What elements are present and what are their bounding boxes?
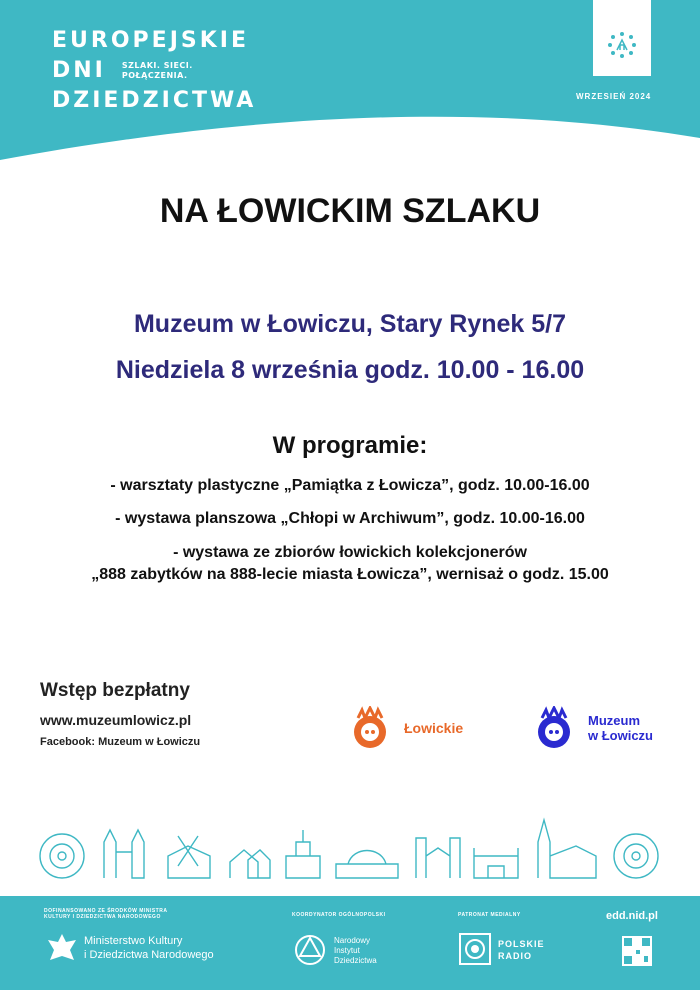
domed-building-icon [336, 851, 398, 879]
windmill-icon [168, 836, 210, 878]
program-list [0, 476, 700, 586]
program-item: - wystawa ze zbiorów łowickich kolekcjonerów [173, 544, 527, 561]
header-banner [0, 0, 700, 165]
cathedral-icon [416, 838, 460, 878]
free-entry: Wstęp bezpłatny [40, 680, 190, 701]
brand-line2: DNI [52, 58, 106, 83]
nid-name: Narodowy Instytut Dziedzictwa [334, 936, 377, 965]
tagline: SZLAKI. SIECI. POŁĄCZENIA. [121, 61, 193, 80]
event-date: Niedziela 8 września godz. 10.00 - 16.00 [115, 356, 585, 384]
coordinator-label: KOORDYNATOR OGÓLNOPOLSKI [292, 912, 386, 918]
house-icon [230, 850, 270, 878]
venue: Muzeum w Łowiczu, Stary Rynek 5/7 [133, 310, 567, 338]
qr-icon [622, 936, 652, 966]
brand-line1: EUROPEJSKIE [52, 28, 249, 53]
footer [0, 896, 700, 990]
ministry-name: Ministerstwo Kultury i Dziedzictwa Narodowego [84, 935, 214, 961]
qr-code[interactable] [622, 936, 652, 966]
program-item: - wystawa planszowa „Chłopi w Archiwum”, godz. 10.00-16.00 [115, 510, 585, 527]
website-link[interactable]: www.muzeumlowicz.pl [40, 712, 192, 728]
patron-label: PATRONAT MEDIALNY [458, 912, 521, 918]
program-item: - warsztaty plastyczne „Pamiątka z Łowicza”, godz. 10.00-16.00 [110, 477, 590, 494]
monuments-illustration [38, 816, 663, 886]
town-hall-icon [286, 830, 320, 878]
date-badge: WRZESIEŃ 2024 [576, 92, 652, 101]
program-heading: W programie: [272, 432, 428, 459]
museum-emblem-icon [534, 706, 574, 750]
page-title: NA ŁOWICKIM SZLAKU [159, 192, 541, 230]
edd-url[interactable]: edd.nid.pl [606, 910, 658, 922]
edd-logo [52, 26, 256, 116]
rosette-icon [40, 834, 84, 878]
nid-knot-icon [292, 932, 328, 968]
rooster-icon [350, 706, 390, 750]
stars-icon [593, 0, 651, 76]
eu-stars-logo [593, 0, 651, 76]
facebook-link[interactable]: Facebook: Muzeum w Łowiczu [40, 736, 201, 748]
radio-name: POLSKIE RADIO [498, 939, 545, 961]
brand-line3: DZIEDZICTWA [52, 88, 257, 113]
museum-logo [534, 706, 653, 750]
cofinanced-label: DOFINANSOWANO ZE ŚRODKÓW MINISTRA KULTURY I DZIEDZICTWA NARODOWEGO [44, 908, 168, 920]
info-block [40, 680, 200, 748]
gate-icon [474, 848, 518, 878]
lowickie-logo [350, 706, 463, 750]
church-icon [104, 830, 144, 878]
eagle-icon [44, 930, 80, 966]
lowickie-label: Łowickie [404, 720, 464, 736]
museum-label: Muzeum w Łowiczu [588, 713, 653, 743]
rosette-2-icon [614, 834, 658, 878]
program-item: „888 zabytków na 888-lecie miasta Łowicza”, wernisaż o godz. 15.00 [91, 566, 609, 583]
tower-church-icon [538, 820, 596, 878]
polskie-radio-icon [458, 932, 492, 966]
